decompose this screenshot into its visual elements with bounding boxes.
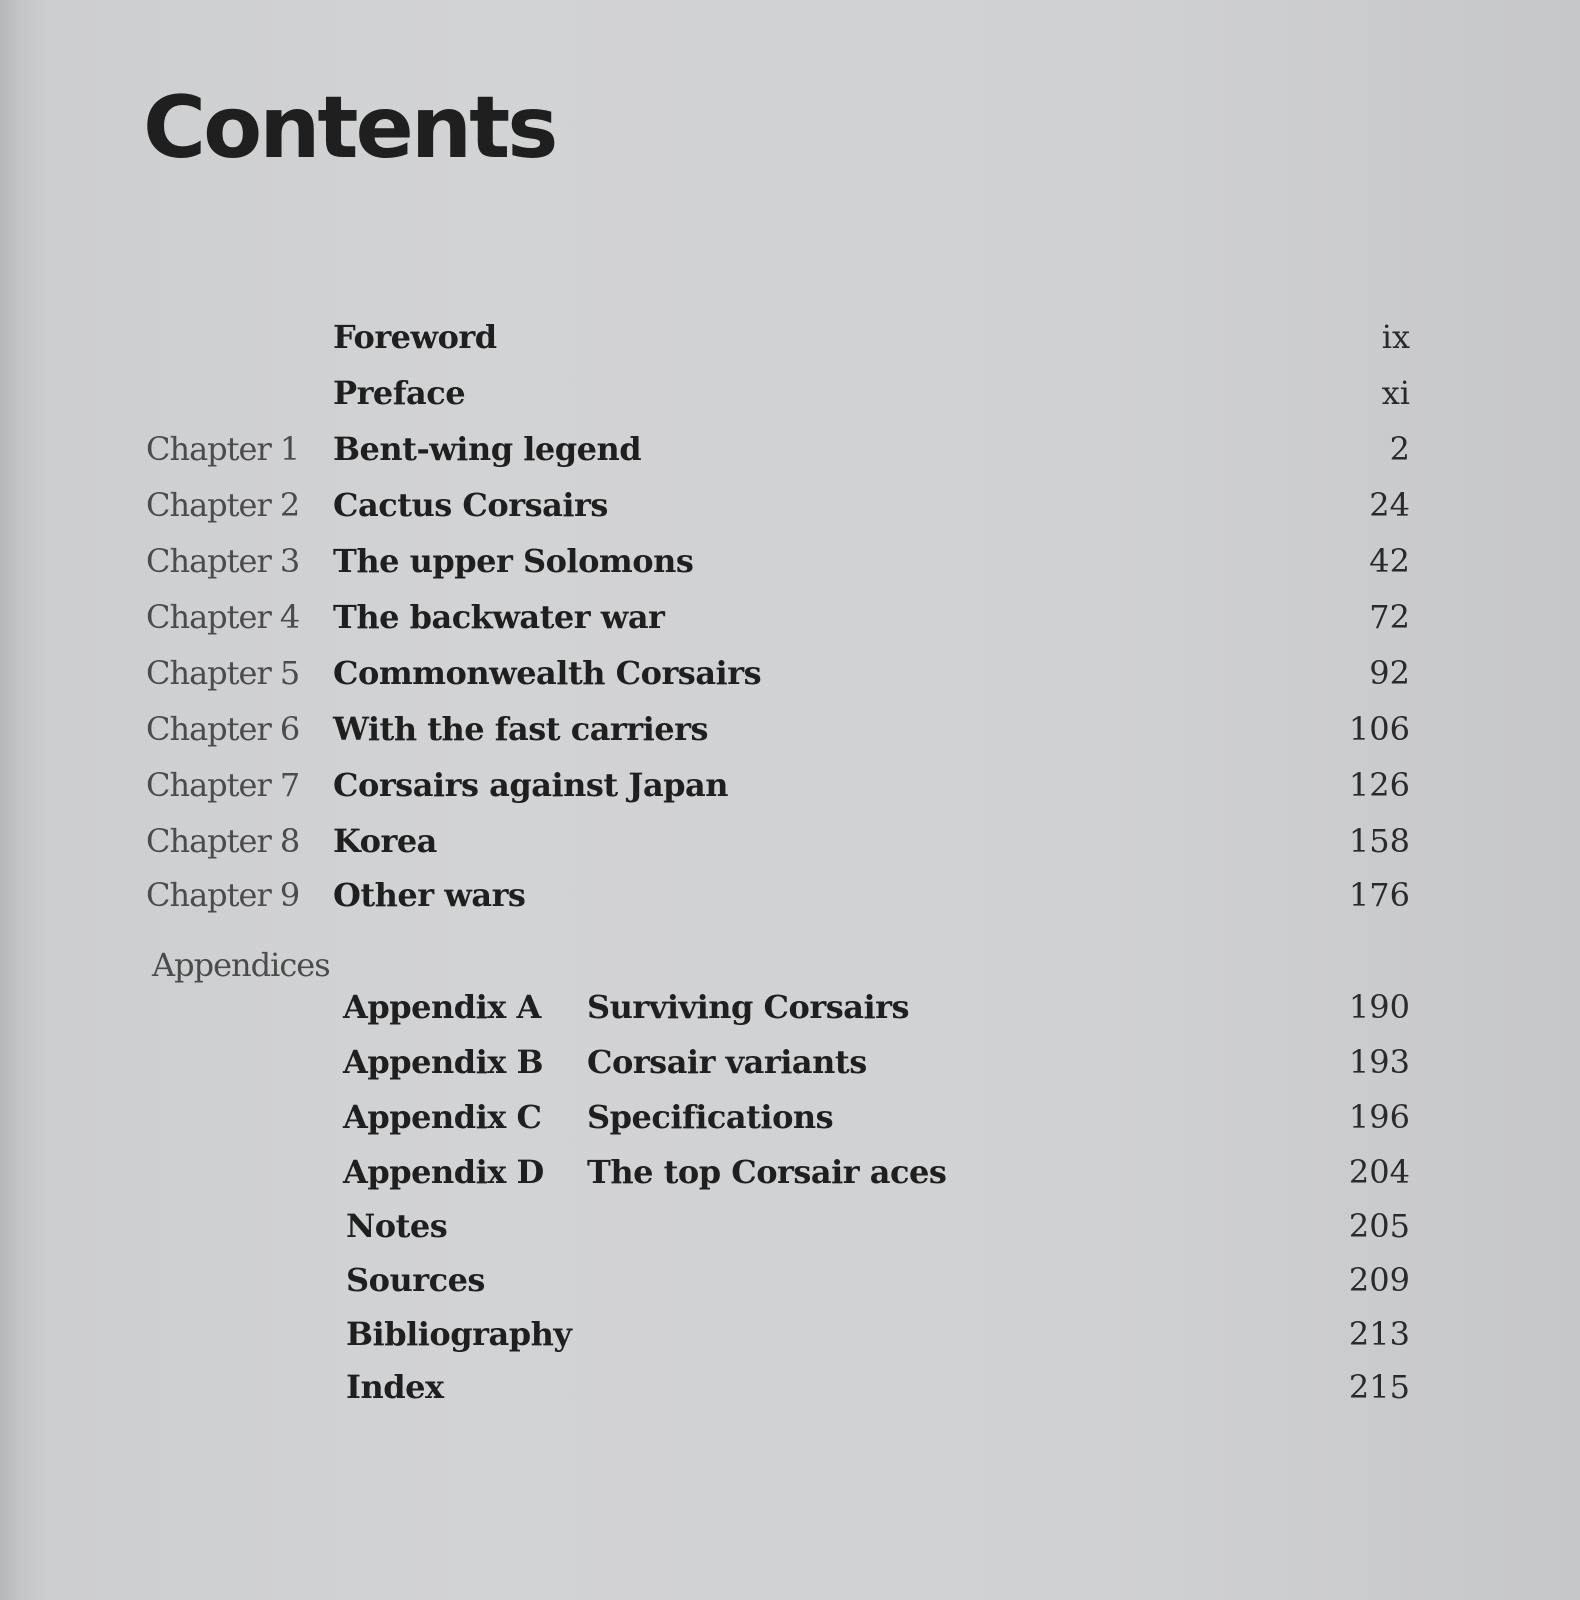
entry-title: Specifications bbox=[587, 1098, 834, 1136]
toc-entry-chapter-4 bbox=[0, 598, 1580, 648]
entry-title: Korea bbox=[333, 822, 437, 860]
toc-entry-foreword bbox=[0, 318, 1580, 368]
toc-entry-preface bbox=[0, 374, 1580, 424]
entry-page-number: 205 bbox=[1348, 1207, 1410, 1245]
entry-title: Foreword bbox=[333, 318, 497, 356]
entry-title: Preface bbox=[333, 374, 466, 412]
entry-page-number: 2 bbox=[1389, 430, 1410, 468]
chapter-label: Chapter 7 bbox=[146, 766, 300, 804]
entry-page-number: 196 bbox=[1348, 1098, 1410, 1136]
entry-title: Bent-wing legend bbox=[333, 430, 642, 468]
appendix-label: Appendix D bbox=[343, 1153, 544, 1191]
chapter-label: Chapter 4 bbox=[146, 598, 300, 636]
appendix-label: Appendix C bbox=[343, 1098, 542, 1136]
toc-entry-chapter-3 bbox=[0, 542, 1580, 592]
entry-page-number: 126 bbox=[1348, 766, 1410, 804]
entry-title: Other wars bbox=[333, 876, 526, 914]
toc-entry-appendix-d bbox=[0, 1153, 1580, 1203]
entry-title: Corsairs against Japan bbox=[333, 766, 729, 804]
entry-page-number: 72 bbox=[1369, 598, 1410, 636]
appendix-label: Appendix A bbox=[343, 988, 541, 1026]
entry-title: Sources bbox=[346, 1261, 485, 1299]
toc-entry-chapter-8 bbox=[0, 822, 1580, 872]
toc-entry-bibliography bbox=[0, 1315, 1580, 1365]
entry-page-number: 42 bbox=[1369, 542, 1410, 580]
toc-entry-chapter-2 bbox=[0, 486, 1580, 536]
entry-page-number: 193 bbox=[1348, 1043, 1410, 1081]
toc-entry-chapter-6 bbox=[0, 710, 1580, 760]
entry-title: Notes bbox=[346, 1207, 448, 1245]
chapter-label: Chapter 5 bbox=[146, 654, 300, 692]
entry-page-number: 215 bbox=[1348, 1368, 1410, 1406]
chapter-label: Chapter 6 bbox=[146, 710, 300, 748]
entry-page-number: 158 bbox=[1348, 822, 1410, 860]
appendix-label: Appendix B bbox=[343, 1043, 543, 1081]
entry-title: Cactus Corsairs bbox=[333, 486, 608, 524]
toc-entry-chapter-9 bbox=[0, 876, 1580, 926]
toc-entry-appendix-b bbox=[0, 1043, 1580, 1093]
entry-title: With the fast carriers bbox=[333, 710, 709, 748]
entry-title: Bibliography bbox=[346, 1315, 572, 1353]
entry-title: Surviving Corsairs bbox=[587, 988, 909, 1026]
chapter-label: Chapter 3 bbox=[146, 542, 300, 580]
toc-entry-chapter-7 bbox=[0, 766, 1580, 816]
entry-page-number: xi bbox=[1381, 374, 1410, 412]
toc-entry-notes bbox=[0, 1207, 1580, 1257]
chapter-label: Chapter 9 bbox=[146, 876, 300, 914]
entry-page-number: 204 bbox=[1348, 1153, 1410, 1191]
toc-entry-chapter-1 bbox=[0, 430, 1580, 480]
entry-title: Corsair variants bbox=[587, 1043, 867, 1081]
entry-page-number: 106 bbox=[1348, 710, 1410, 748]
entry-page-number: 24 bbox=[1369, 486, 1410, 524]
toc-entry-sources bbox=[0, 1261, 1580, 1311]
entry-title: The backwater war bbox=[333, 598, 665, 636]
toc-entry-appendix-a bbox=[0, 988, 1580, 1038]
appendices-heading: Appendices bbox=[152, 946, 330, 984]
page-title: Contents bbox=[143, 78, 556, 178]
entry-title: The upper Solomons bbox=[333, 542, 694, 580]
entry-page-number: 176 bbox=[1348, 876, 1410, 914]
entry-page-number: 209 bbox=[1348, 1261, 1410, 1299]
entry-title: The top Corsair aces bbox=[587, 1153, 947, 1191]
chapter-label: Chapter 1 bbox=[146, 430, 300, 468]
toc-entry-appendix-c bbox=[0, 1098, 1580, 1148]
entry-page-number: 190 bbox=[1348, 988, 1410, 1026]
chapter-label: Chapter 2 bbox=[146, 486, 300, 524]
toc-entry-chapter-5 bbox=[0, 654, 1580, 704]
entry-page-number: 92 bbox=[1369, 654, 1410, 692]
entry-page-number: ix bbox=[1381, 318, 1410, 356]
entry-title: Commonwealth Corsairs bbox=[333, 654, 762, 692]
entry-title: Index bbox=[346, 1368, 444, 1406]
chapter-label: Chapter 8 bbox=[146, 822, 300, 860]
entry-page-number: 213 bbox=[1348, 1315, 1410, 1353]
toc-entry-index bbox=[0, 1368, 1580, 1418]
